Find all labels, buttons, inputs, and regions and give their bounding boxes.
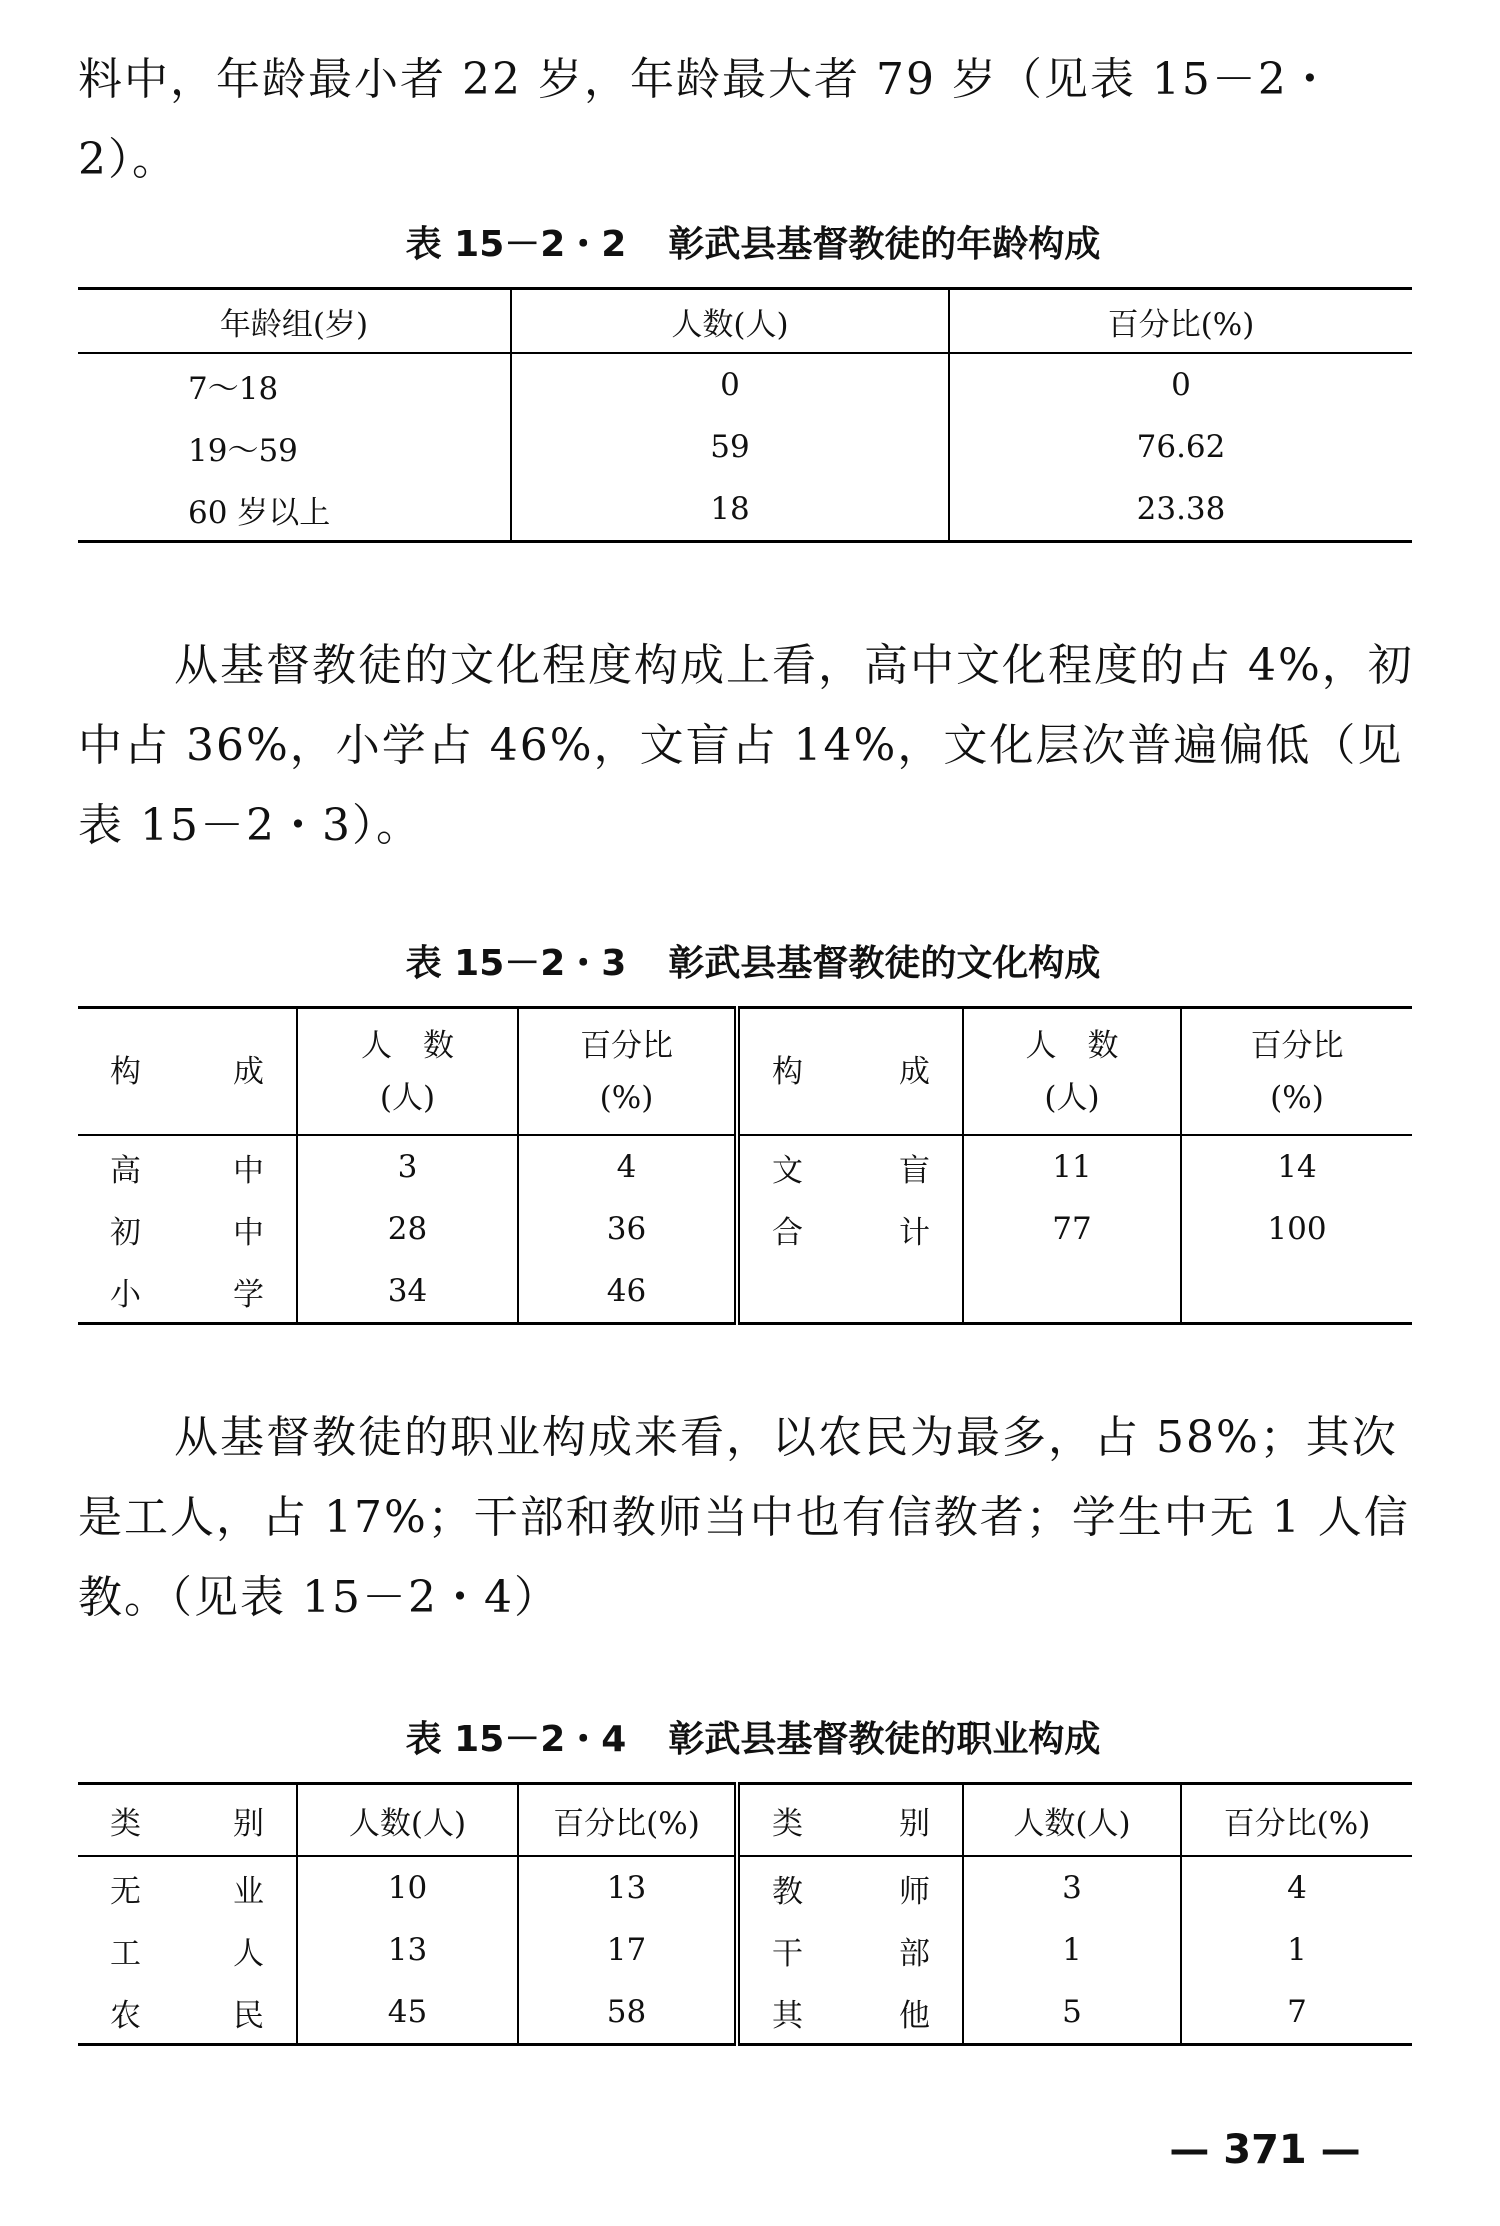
cell-age-group: 7～18	[188, 370, 279, 407]
cell-count: 28	[297, 1198, 518, 1260]
table-header-row	[78, 289, 1412, 354]
cell-age-group: 19～59	[188, 432, 298, 469]
table-row	[78, 1135, 1412, 1198]
cell-category: 文 盲	[737, 1135, 963, 1198]
header-count: 人数(人)	[511, 289, 949, 354]
header-count-2: 人数(人)	[963, 1784, 1181, 1857]
header-percent: 百分比 (%)	[518, 1008, 737, 1136]
table-row	[78, 1981, 1412, 2045]
cell-percent: 0	[949, 353, 1412, 416]
cell-percent: 4	[1181, 1856, 1412, 1919]
table1-title: 彰武县基督教徒的年龄构成	[668, 224, 1101, 265]
cell-percent: 76.62	[949, 416, 1412, 478]
cell-category: 工 人	[110, 1935, 264, 1972]
cell-percent: 14	[1181, 1135, 1412, 1198]
paragraph-3-text: 从基督教徒的职业构成来看，以农民为最多，占 58%；其次是工人，占 17%；干部和教师当中也有信教者；学生中无 1 人信教。（见表 15－2・4）	[78, 1412, 1410, 1623]
header-percent-2: 百分比 (%)	[1181, 1008, 1412, 1136]
paragraph-2	[78, 626, 1428, 866]
cell-percent: 58	[518, 1981, 737, 2045]
cell-category: 无 业	[110, 1873, 264, 1910]
header-percent: 百分比(%)	[518, 1784, 737, 1857]
header-count: 人 数 (人)	[297, 1008, 518, 1136]
table2-title: 彰武县基督教徒的文化构成	[668, 943, 1101, 984]
cell-count: 11	[963, 1135, 1181, 1198]
cell-count: 1	[963, 1919, 1181, 1981]
cell-count: 5	[963, 1981, 1181, 2045]
cell-count	[963, 1260, 1181, 1324]
cell-count: 13	[297, 1919, 518, 1981]
paragraph-3	[78, 1398, 1428, 1638]
page-number: — 371 —	[1169, 2127, 1361, 2173]
table-row	[78, 416, 1412, 478]
table3-number: 表 15－2・4	[405, 1719, 627, 1760]
cell-count: 18	[511, 478, 949, 542]
cell-category: 农 民	[110, 1997, 264, 2034]
cell-count: 3	[297, 1135, 518, 1198]
table-age	[78, 287, 1412, 543]
cell-category: 合 计	[737, 1198, 963, 1260]
table3-title: 彰武县基督教徒的职业构成	[668, 1719, 1101, 1760]
header-percent-2: 百分比(%)	[1181, 1784, 1412, 1857]
cell-percent: 100	[1181, 1198, 1412, 1260]
cell-percent: 17	[518, 1919, 737, 1981]
cell-percent: 1	[1181, 1919, 1412, 1981]
header-count: 人数(人)	[297, 1784, 518, 1857]
cell-percent: 36	[518, 1198, 737, 1260]
cell-count: 10	[297, 1856, 518, 1919]
table-header-row	[78, 1008, 1412, 1136]
paragraph-2-text: 从基督教徒的文化程度构成上看，高中文化程度的占 4%，初中占 36%，小学占 46%，文盲占 14%，文化层次普遍偏低（见表 15－2・3）。	[78, 640, 1414, 851]
cell-count: 45	[297, 1981, 518, 2045]
cell-count: 59	[511, 416, 949, 478]
table-occupation	[78, 1782, 1412, 2046]
table-header-row	[78, 1784, 1412, 1857]
table-row	[78, 478, 1412, 542]
cell-category: 高 中	[110, 1152, 264, 1189]
table1-caption	[78, 223, 1428, 267]
cell-percent: 7	[1181, 1981, 1412, 2045]
cell-category: 教 师	[737, 1856, 963, 1919]
table1-number: 表 15－2・2	[405, 224, 627, 265]
cell-category: 其 他	[737, 1981, 963, 2045]
cell-percent: 23.38	[949, 478, 1412, 542]
cell-count: 77	[963, 1198, 1181, 1260]
cell-count: 3	[963, 1856, 1181, 1919]
cell-count: 34	[297, 1260, 518, 1324]
header-category: 类 别	[78, 1784, 297, 1857]
paragraph-1: 料中，年龄最小者 22 岁，年龄最大者 79 岁（见表 15－2・2）。	[78, 54, 1334, 185]
table2-number: 表 15－2・3	[405, 943, 627, 984]
header-count-2: 人 数 (人)	[963, 1008, 1181, 1136]
cell-category	[737, 1260, 963, 1324]
table-row	[78, 1856, 1412, 1919]
cell-percent: 4	[518, 1135, 737, 1198]
table-row	[78, 353, 1412, 416]
table-row	[78, 1260, 1412, 1324]
cell-category: 干 部	[737, 1919, 963, 1981]
table2-caption	[78, 942, 1428, 986]
table-row	[78, 1919, 1412, 1981]
table-row	[78, 1198, 1412, 1260]
cell-percent	[1181, 1260, 1412, 1324]
cell-percent: 46	[518, 1260, 737, 1324]
header-percent: 百分比(%)	[949, 289, 1412, 354]
header-age-group: 年龄组(岁)	[78, 289, 511, 354]
table-education	[78, 1006, 1412, 1325]
cell-category: 小 学	[110, 1276, 264, 1313]
cell-percent: 13	[518, 1856, 737, 1919]
header-category: 构 成	[78, 1008, 297, 1136]
cell-age-group: 60 岁以上	[188, 494, 331, 531]
cell-category: 初 中	[110, 1214, 264, 1251]
table3-caption	[78, 1718, 1428, 1762]
header-category-2: 构 成	[737, 1008, 963, 1136]
header-category-2: 类 别	[737, 1784, 963, 1857]
cell-count: 0	[511, 353, 949, 416]
